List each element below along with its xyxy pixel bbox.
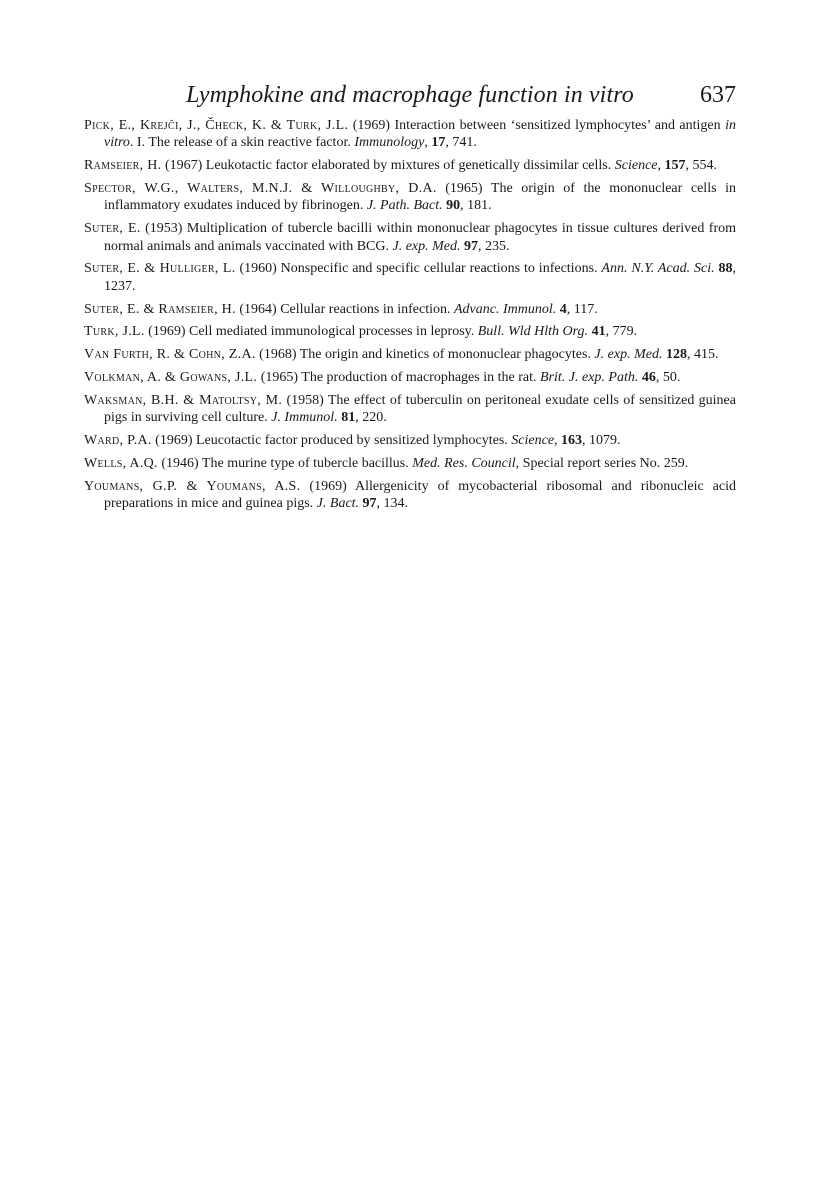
ref-authors: Suter, E. & Hulliger, L. bbox=[84, 261, 236, 277]
ref-pages: , 415. bbox=[686, 347, 719, 363]
ref-volume: 41 bbox=[591, 324, 606, 340]
ref-journal: Science bbox=[614, 158, 658, 174]
ref-journal: J. exp. Med. bbox=[594, 347, 663, 363]
reference-list bbox=[84, 117, 736, 518]
reference-item bbox=[84, 455, 736, 472]
ref-pages: , 1079. bbox=[582, 433, 621, 448]
ref-pages: , 1237. bbox=[104, 261, 737, 294]
reference-item bbox=[84, 117, 736, 152]
ref-year-title: (1969) Interaction between ‘sensitized lymphocytes’ and antigen bbox=[348, 118, 726, 133]
ref-pages: , 220. bbox=[355, 410, 387, 426]
ref-year-title: (1969) Allergenicity of mycobacterial ribosomal and ribonucleic acid preparations in mice and guinea pigs. bbox=[104, 478, 736, 511]
ref-volume: 128 bbox=[665, 347, 687, 363]
reference-item bbox=[84, 432, 736, 449]
ref-year-title: (1967) Leukotactic factor elaborated by mixtures of genetically dissimilar cells. bbox=[161, 158, 615, 174]
ref-journal: J. Immunol. bbox=[271, 410, 338, 426]
ref-authors: Waksman, B.H. & Matoltsy, M. bbox=[84, 392, 283, 408]
ref-separator: , bbox=[554, 433, 562, 448]
ref-pages: , Special report series No. 259. bbox=[515, 455, 689, 471]
ref-authors: Van Furth, R. & Cohn, Z.A. bbox=[84, 347, 256, 363]
ref-journal: Med. Res. Council bbox=[412, 455, 516, 471]
ref-volume: 90 bbox=[446, 198, 461, 214]
reference-item bbox=[84, 220, 736, 255]
reference-item bbox=[84, 392, 736, 427]
ref-pages: , 554. bbox=[685, 158, 717, 174]
ref-journal: J. Bact. bbox=[316, 496, 360, 511]
ref-volume: 46 bbox=[641, 370, 656, 385]
running-title: Lymphokine and macrophage function in vitro bbox=[186, 82, 634, 108]
reference-item bbox=[84, 157, 736, 174]
reference-item bbox=[84, 369, 736, 386]
ref-pages: , 779. bbox=[605, 324, 638, 340]
ref-title-rest: . I. The release of a skin reactive factor. bbox=[129, 135, 355, 151]
ref-authors: Suter, E. bbox=[84, 221, 141, 237]
ref-journal: J. exp. Med. bbox=[392, 238, 461, 254]
ref-pages: , 181. bbox=[460, 198, 492, 214]
ref-authors: Suter, E. & Ramseier, H. bbox=[84, 301, 236, 317]
ref-journal: Immunology bbox=[354, 135, 425, 151]
ref-year-title: (1953) Multiplication of tubercle bacilli within mononuclear phagocytes in tissue cultures derived from normal animals and animals vaccinated with BCG. bbox=[104, 221, 736, 254]
ref-authors: Pick, E., Krejči, J., Čheck, K. & Turk, J.L. bbox=[84, 118, 349, 133]
ref-pages: , 50. bbox=[655, 370, 681, 385]
page-number: 637 bbox=[700, 82, 736, 108]
running-head bbox=[84, 80, 736, 114]
ref-pages: , 134. bbox=[376, 496, 409, 511]
ref-authors: Ward, P.A. bbox=[84, 433, 152, 448]
ref-volume: 88 bbox=[718, 261, 733, 277]
ref-year-title: (1969) Leucotactic factor produced by sensitized lymphocytes. bbox=[151, 433, 512, 448]
ref-separator: , bbox=[657, 158, 665, 174]
reference-item bbox=[84, 478, 736, 513]
ref-authors: Turk, J.L. bbox=[84, 324, 145, 340]
ref-volume: 4 bbox=[559, 301, 567, 317]
ref-year-title: (1969) Cell mediated immunological processes in leprosy. bbox=[144, 324, 478, 340]
ref-year-title: (1964) Cellular reactions in infection. bbox=[235, 301, 454, 317]
ref-volume: 97 bbox=[362, 496, 377, 511]
ref-authors: Wells, A.Q. bbox=[84, 455, 158, 471]
reference-item bbox=[84, 260, 736, 295]
ref-title-italic: in vitro bbox=[104, 118, 736, 151]
ref-separator: , bbox=[424, 135, 432, 151]
ref-volume: 163 bbox=[561, 433, 583, 448]
ref-authors: Spector, W.G., Walters, M.N.J. & Willoughby, D.A. bbox=[84, 181, 437, 196]
ref-year-title: (1965) The origin of the mononuclear cells in inflammatory exudates induced by fibrinogen. bbox=[104, 181, 737, 214]
ref-volume: 81 bbox=[341, 410, 356, 426]
ref-volume: 157 bbox=[664, 158, 686, 174]
ref-authors: Volkman, A. & Gowans, J.L. bbox=[84, 370, 258, 385]
ref-volume: 17 bbox=[431, 135, 446, 151]
ref-journal: Brit. J. exp. Path. bbox=[539, 370, 639, 385]
ref-journal: Science bbox=[511, 433, 555, 448]
ref-pages: , 235. bbox=[478, 238, 510, 254]
ref-volume: 97 bbox=[464, 238, 479, 254]
ref-pages: , 117. bbox=[566, 301, 598, 317]
ref-journal: Advanc. Immunol. bbox=[454, 301, 557, 317]
ref-authors: Youmans, G.P. & Youmans, A.S. bbox=[84, 478, 301, 494]
ref-year-title: (1946) The murine type of tubercle bacillus. bbox=[157, 455, 413, 471]
ref-year-title: (1968) The origin and kinetics of mononuclear phagocytes. bbox=[255, 347, 595, 363]
reference-item bbox=[84, 301, 736, 318]
ref-year-title: (1958) The effect of tuberculin on peritoneal exudate cells of sensitized guinea pigs in surviving cell culture. bbox=[104, 392, 736, 426]
ref-pages: , 741. bbox=[445, 135, 477, 151]
ref-year-title: (1965) The production of macrophages in the rat. bbox=[257, 370, 540, 385]
ref-year-title: (1960) Nonspecific and specific cellular reactions to infections. bbox=[235, 261, 602, 277]
reference-item bbox=[84, 180, 736, 215]
ref-authors: Ramseier, H. bbox=[84, 158, 162, 174]
ref-journal: Bull. Wld Hlth Org. bbox=[477, 324, 589, 340]
reference-item bbox=[84, 323, 736, 340]
reference-item bbox=[84, 346, 736, 363]
ref-journal: J. Path. Bact. bbox=[366, 198, 443, 214]
ref-journal: Ann. N.Y. Acad. Sci. bbox=[601, 261, 715, 277]
